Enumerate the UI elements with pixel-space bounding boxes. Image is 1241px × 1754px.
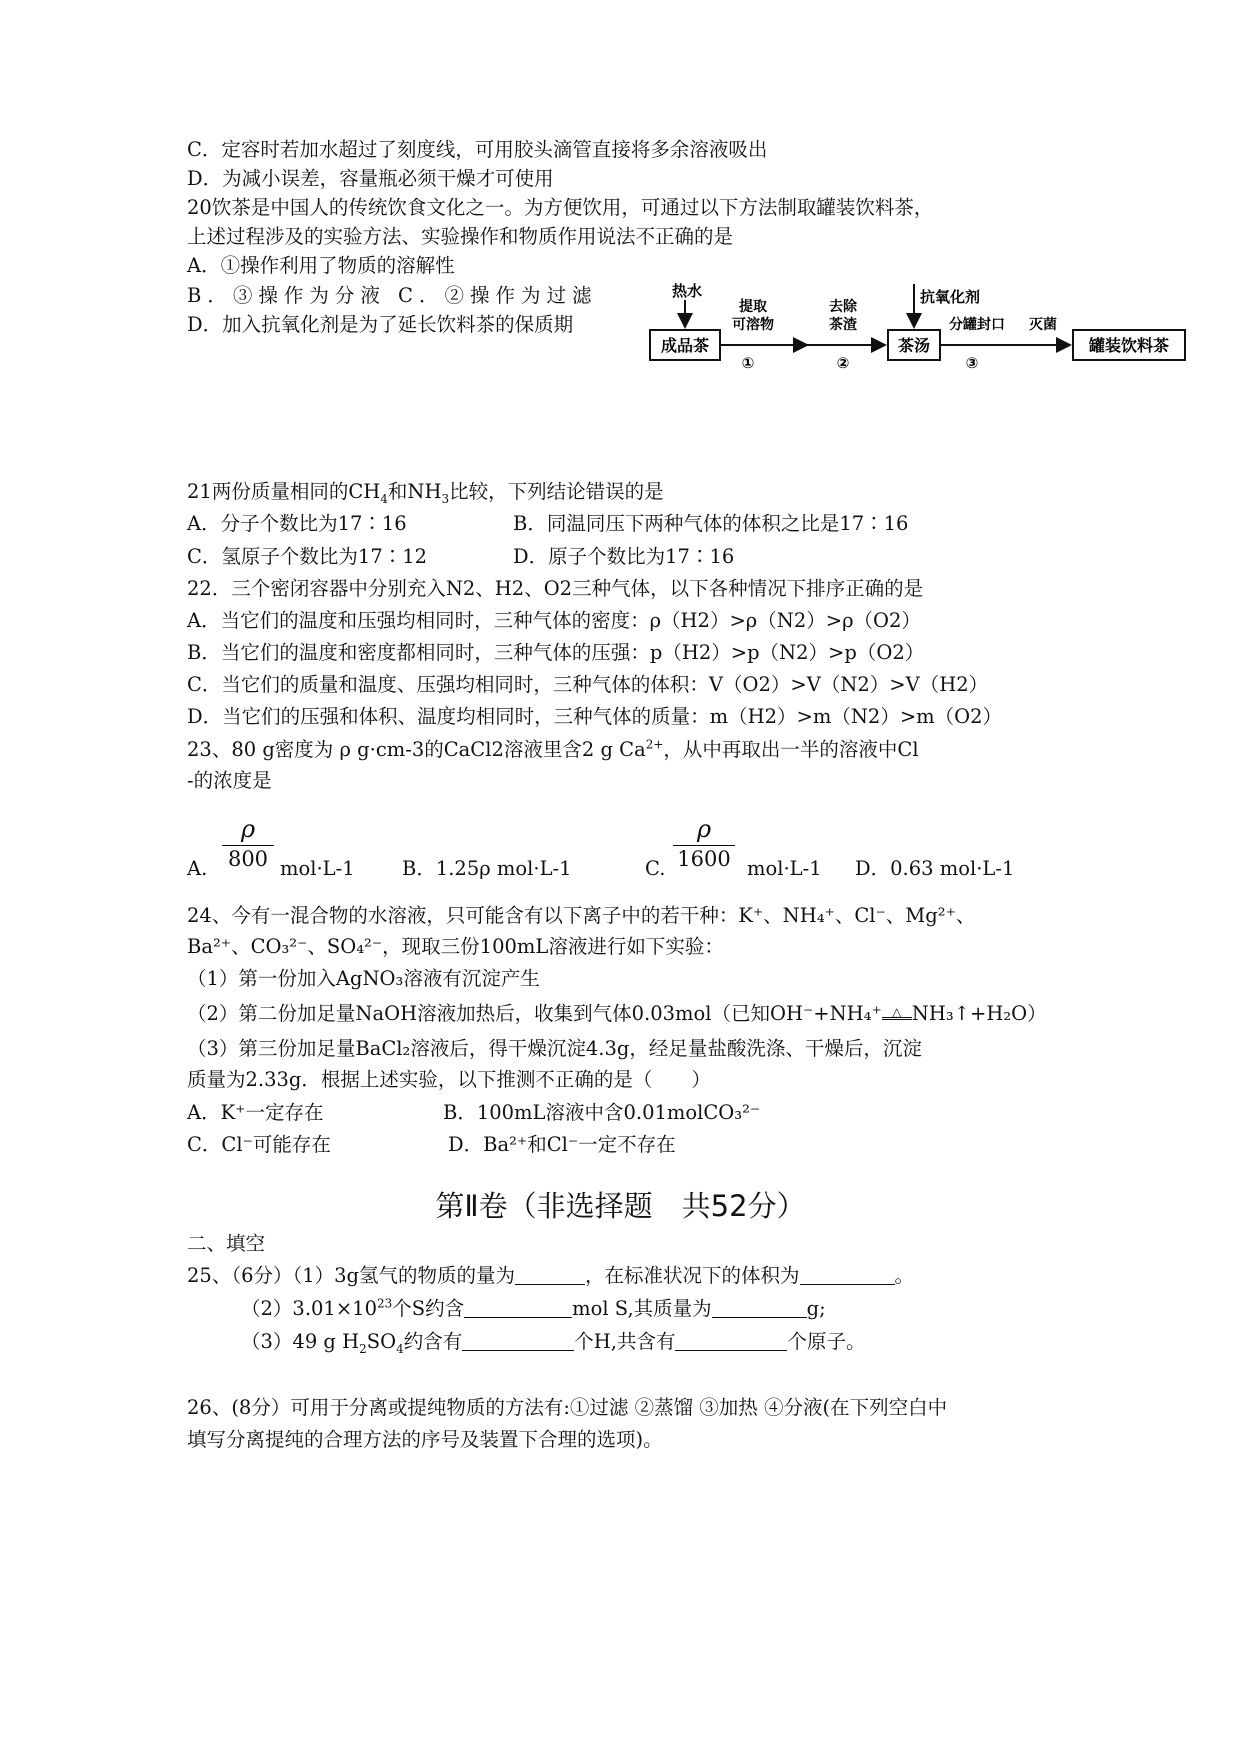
q26-stem-line1: 26、(8分）可用于分离或提纯物质的方法有:①过滤 ②蒸馏 ③加热 ④分液(在下列空白中 — [187, 1396, 948, 1419]
q25-line3-part2: SO — [366, 1330, 397, 1353]
q21-sub-4: 4 — [380, 491, 388, 506]
fraction-c-denominator: 1600 — [677, 847, 731, 871]
fraction-a-numerator: ρ — [240, 815, 256, 843]
q23-stem-part2: ，从中再取出一半的溶液中Cl — [663, 738, 919, 761]
q23-stem-line1 — [187, 738, 919, 762]
q25-line1-part2: ，在标准状况下的体积为 — [585, 1264, 800, 1287]
q25-line3-part3: 约含有 — [403, 1330, 463, 1353]
q24-option-a: A．K⁺一定存在 — [187, 1101, 324, 1124]
fraction-c-numerator: ρ — [696, 815, 712, 843]
q20-option-bc: B．③操作为分液 C．②操作为过滤 — [187, 284, 598, 307]
q25-line3-part5: 个原子。 — [787, 1330, 866, 1353]
q22-stem: 22．三个密闭容器中分别充入N2、H2、O2三种气体，以下各种情况下排序正确的是 — [187, 577, 924, 600]
q23-option-b: B．1.25ρ mol·L-1 — [402, 857, 572, 880]
q21-option-c: C．氢原子个数比为17∶12 — [187, 545, 428, 568]
q25-line1-part1: 25、（6分）（1）3g氢气的物质的量为 — [187, 1264, 516, 1287]
q25-line1-part3: 。 — [894, 1264, 915, 1287]
q21-stem-part2: 和NH — [387, 480, 442, 503]
q25-line2-part1: （2）3.01×10 — [241, 1297, 377, 1320]
q24-experiment-2 — [187, 1002, 1047, 1026]
q24-experiment-3-line1: （3）第三份加足量BaCl₂溶液后，得干燥沉淀4.3g，经足量盐酸洗涤、干燥后，沉淀 — [187, 1037, 922, 1060]
q20-option-d: D．加入抗氧化剂是为了延长饮料茶的保质期 — [187, 313, 574, 336]
q23-option-a-label: A. — [187, 857, 208, 880]
answer-blank-sulfur-moles[interactable] — [464, 1299, 572, 1318]
q26-stem-line2: 填写分离提纯的合理方法的序号及装置下合理的选项)。 — [187, 1428, 663, 1451]
answer-blank-h-count[interactable] — [462, 1332, 574, 1351]
q24-stem-line2: Ba²⁺、CO₃²⁻、SO₄²⁻，现取三份100mL溶液进行如下实验： — [187, 935, 724, 958]
q21-option-d: D．原子个数比为17∶16 — [513, 545, 735, 568]
section-fill-in-heading: 二、填空 — [187, 1232, 266, 1255]
fraction-a-denominator: 800 — [227, 847, 269, 871]
q21-sub-3: 3 — [441, 491, 450, 506]
q20-stem-line1: 20饮茶是中国人的传统饮食文化之一。为方便饮用，可通过以下方法制取罐装饮料茶， — [187, 196, 934, 219]
q24-stem-line1: 24、今有一混合物的水溶液，只可能含有以下离子中的若干种：K⁺、NH₄⁺、Cl⁻、Mg²⁺、 — [187, 904, 976, 927]
q24-experiment-2-part1: （2）第二份加足量NaOH溶液加热后，收集到气体0.03mol（已知OH⁻+NH₄⁺ — [187, 1002, 882, 1025]
extract-label-1: 提取 — [739, 299, 767, 315]
q24-option-c: C．Cl⁻可能存在 — [187, 1133, 331, 1156]
q20-stem-line2: 上述过程涉及的实验方法、实验操作和物质作用说法不正确的是 — [187, 225, 734, 248]
answer-blank-hydrogen-moles[interactable] — [515, 1266, 585, 1285]
q25-line3-part4: 个H,共含有 — [574, 1330, 676, 1353]
q24-experiment-2-part2: NH₃↑+H₂O） — [911, 1002, 1047, 1025]
canned-tea-label: 罐装饮料茶 — [1088, 336, 1170, 355]
q25-sub-4: 4 — [396, 1341, 404, 1356]
q25-sup-23: 23 — [376, 1296, 393, 1311]
remove-label-2: 茶渣 — [829, 317, 857, 333]
heating-condition-sign: △ — [882, 1007, 912, 1020]
tea-process-flowchart — [645, 282, 1205, 378]
step3-mark: ③ — [965, 354, 979, 372]
q23-fraction-a — [222, 815, 274, 872]
q25-line2-part3: mol S,其质量为 — [572, 1297, 712, 1320]
q23-stem-part1: 23、80 g密度为 ρ g·cm-3的CaCl2溶液里含2 g Ca — [187, 738, 646, 761]
q23-option-d: D．0.63 mol·L-1 — [855, 857, 1015, 880]
q23-option-c-unit: mol·L-1 — [747, 857, 822, 880]
q25-line2-part2: 个S约含 — [392, 1297, 465, 1320]
answer-blank-hydrogen-volume[interactable] — [800, 1266, 895, 1285]
q23-option-c-label: C. — [645, 857, 666, 880]
step2-mark: ② — [836, 354, 850, 372]
answer-blank-sulfur-mass[interactable] — [712, 1299, 807, 1318]
sterilize-label: 灭菌 — [1029, 317, 1057, 333]
q23-fraction-c — [673, 815, 735, 872]
q22-option-b: B．当它们的温度和密度都相同时，三种气体的压强：p（H2）>p（N2）>p（O2） — [187, 641, 925, 664]
answer-blank-atom-count[interactable] — [675, 1332, 787, 1351]
q25-line3-part1: （3）49 g H — [241, 1330, 360, 1353]
q25-line3 — [241, 1330, 866, 1354]
q19-option-d: D．为减小误差，容量瓶必须干燥才可使用 — [187, 167, 554, 190]
q25-sub-2: 2 — [359, 1341, 367, 1356]
q20-option-a: A．①操作利用了物质的溶解性 — [187, 254, 455, 277]
q22-option-a: A．当它们的温度和压强均相同时，三种气体的密度：ρ（H2）>ρ（N2）>ρ（O2） — [187, 609, 921, 632]
tea-product-label: 成品茶 — [660, 336, 710, 355]
q22-option-d: D．当它们的压强和体积、温度均相同时，三种气体的质量：m（H2）>m（N2）>m（O2） — [187, 705, 1003, 728]
section-ii-title: 第Ⅱ卷（非选择题 共52分） — [435, 1189, 806, 1223]
step1-mark: ① — [741, 354, 755, 372]
q24-experiment-1: （1）第一份加入AgNO₃溶液有沉淀产生 — [187, 967, 540, 990]
q21-stem-part1: 21两份质量相同的CH — [187, 480, 381, 503]
q21-option-b: B．同温同压下两种气体的体积之比是17∶16 — [513, 512, 909, 535]
q19-option-c: C．定容时若加水超过了刻度线，可用胶头滴管直接将多余溶液吸出 — [187, 138, 768, 161]
antioxidant-label: 抗氧化剂 — [920, 288, 981, 306]
q23-sup-2plus: 2+ — [645, 737, 664, 752]
q25-line2-part4: g; — [806, 1297, 826, 1320]
extract-label-2: 可溶物 — [732, 317, 774, 333]
tea-soup-label: 茶汤 — [897, 336, 931, 355]
hot-water-label: 热水 — [672, 282, 703, 300]
q25-line1 — [187, 1264, 914, 1288]
q21-option-a: A．分子个数比为17∶16 — [187, 512, 407, 535]
q24-experiment-3-line2: 质量为2.33g．根据上述实验，以下推测不正确的是（ ） — [187, 1068, 711, 1091]
q21-stem — [187, 480, 664, 504]
q23-stem-line2: -的浓度是 — [187, 769, 272, 792]
q22-option-c: C．当它们的质量和温度、压强均相同时，三种气体的体积：V（O2）>V（N2）>V（H2） — [187, 673, 989, 696]
q25-line2 — [241, 1297, 826, 1321]
q21-stem-part3: 比较，下列结论错误的是 — [449, 480, 664, 503]
remove-label-1: 去除 — [829, 299, 857, 315]
can-seal-label: 分罐封口 — [949, 317, 1005, 333]
q24-option-d: D．Ba²⁺和Cl⁻一定不存在 — [448, 1133, 676, 1156]
q24-option-b: B．100mL溶液中含0.01molCO₃²⁻ — [443, 1101, 761, 1124]
q23-option-a-unit: mol·L-1 — [280, 857, 355, 880]
